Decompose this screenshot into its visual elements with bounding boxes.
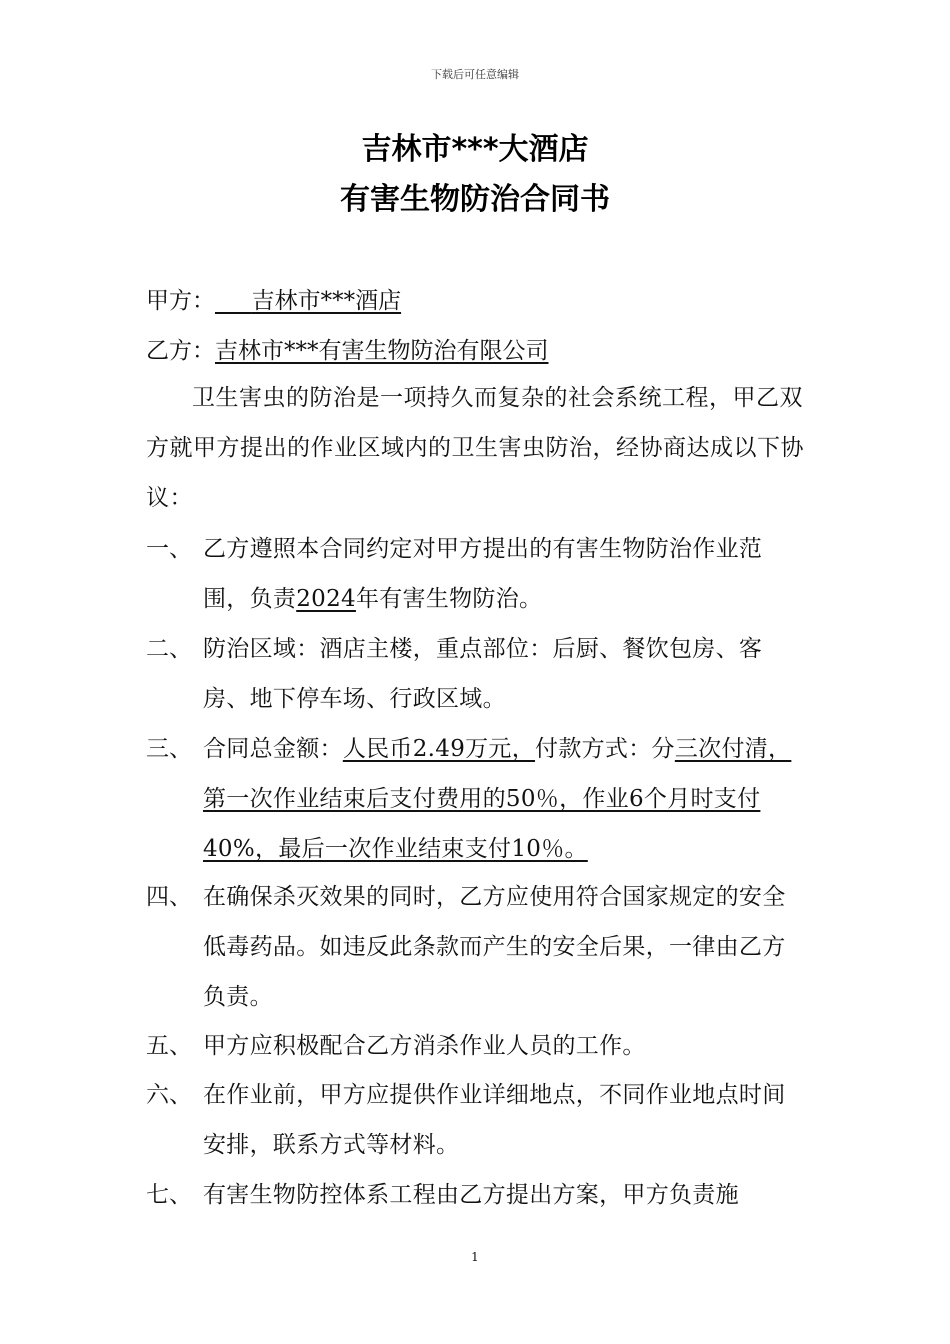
document-title-line1: 吉林市***大酒店: [361, 132, 589, 167]
clause-item: [146, 1021, 808, 1071]
clause-number: 四、: [146, 884, 192, 910]
clause-text: 防治区域：酒店主楼，重点部位：后厨、餐饮包房、客房、地下停车场、行政区域。: [203, 636, 763, 712]
clause-text: 在确保杀灭效果的同时，乙方应使用符合国家规定的安全低毒药品。如违反此条款而产生的安全后果，一律由乙方负责。: [203, 884, 786, 1010]
party-a-line: [146, 286, 533, 316]
clause-item: [146, 724, 808, 874]
clause-item: [146, 624, 808, 724]
party-a-value: 吉林市***酒店: [251, 288, 402, 314]
clause-number: 三、: [146, 736, 192, 762]
clause-item: [146, 1170, 808, 1220]
clause-text: 有害生物防控体系工程由乙方提出方案，甲方负责施: [203, 1182, 739, 1208]
clause-item: [146, 872, 808, 1022]
party-b-label: 乙方：: [146, 338, 215, 364]
document-title-line2: 有害生物防治合同书: [340, 182, 610, 217]
page-number: 1: [471, 1250, 479, 1264]
clause-text: 在作业前，甲方应提供作业详细地点，不同作业地点时间安排，联系方式等材料。: [203, 1082, 786, 1158]
party-b-value: 吉林市***有害生物防治有限公司: [215, 338, 549, 364]
clause-text: 合同总金额：人民币2.49万元，付款方式：分三次付清，第一次作业结束后支付费用的50％，作业6个月时支付40%，最后一次作业结束支付10％。: [203, 736, 792, 862]
intro-paragraph: [146, 373, 808, 523]
clause-number: 七、: [146, 1182, 192, 1208]
intro-text: 卫生害虫的防治是一项持久而复杂的社会系统工程，甲乙双方就甲方提出的作业区域内的卫生害虫防治，经协商达成以下协议：: [146, 385, 804, 511]
clause-number: 二、: [146, 636, 192, 662]
clause-number: 六、: [146, 1082, 192, 1108]
clause-item: [146, 1070, 808, 1170]
party-b-line: [146, 336, 549, 366]
clause-text: 甲方应积极配合乙方消杀作业人员的工作。: [203, 1033, 646, 1059]
clause-item: [146, 524, 808, 624]
party-a-label: 甲方：: [146, 288, 215, 314]
clause-number: 五、: [146, 1033, 192, 1059]
clause-number: 一、: [146, 536, 192, 562]
clause-text: 乙方遵照本合同约定对甲方提出的有害生物防治作业范围，负责2024年有害生物防治。: [203, 536, 763, 612]
header-note: 下载后可任意编辑: [431, 68, 519, 81]
